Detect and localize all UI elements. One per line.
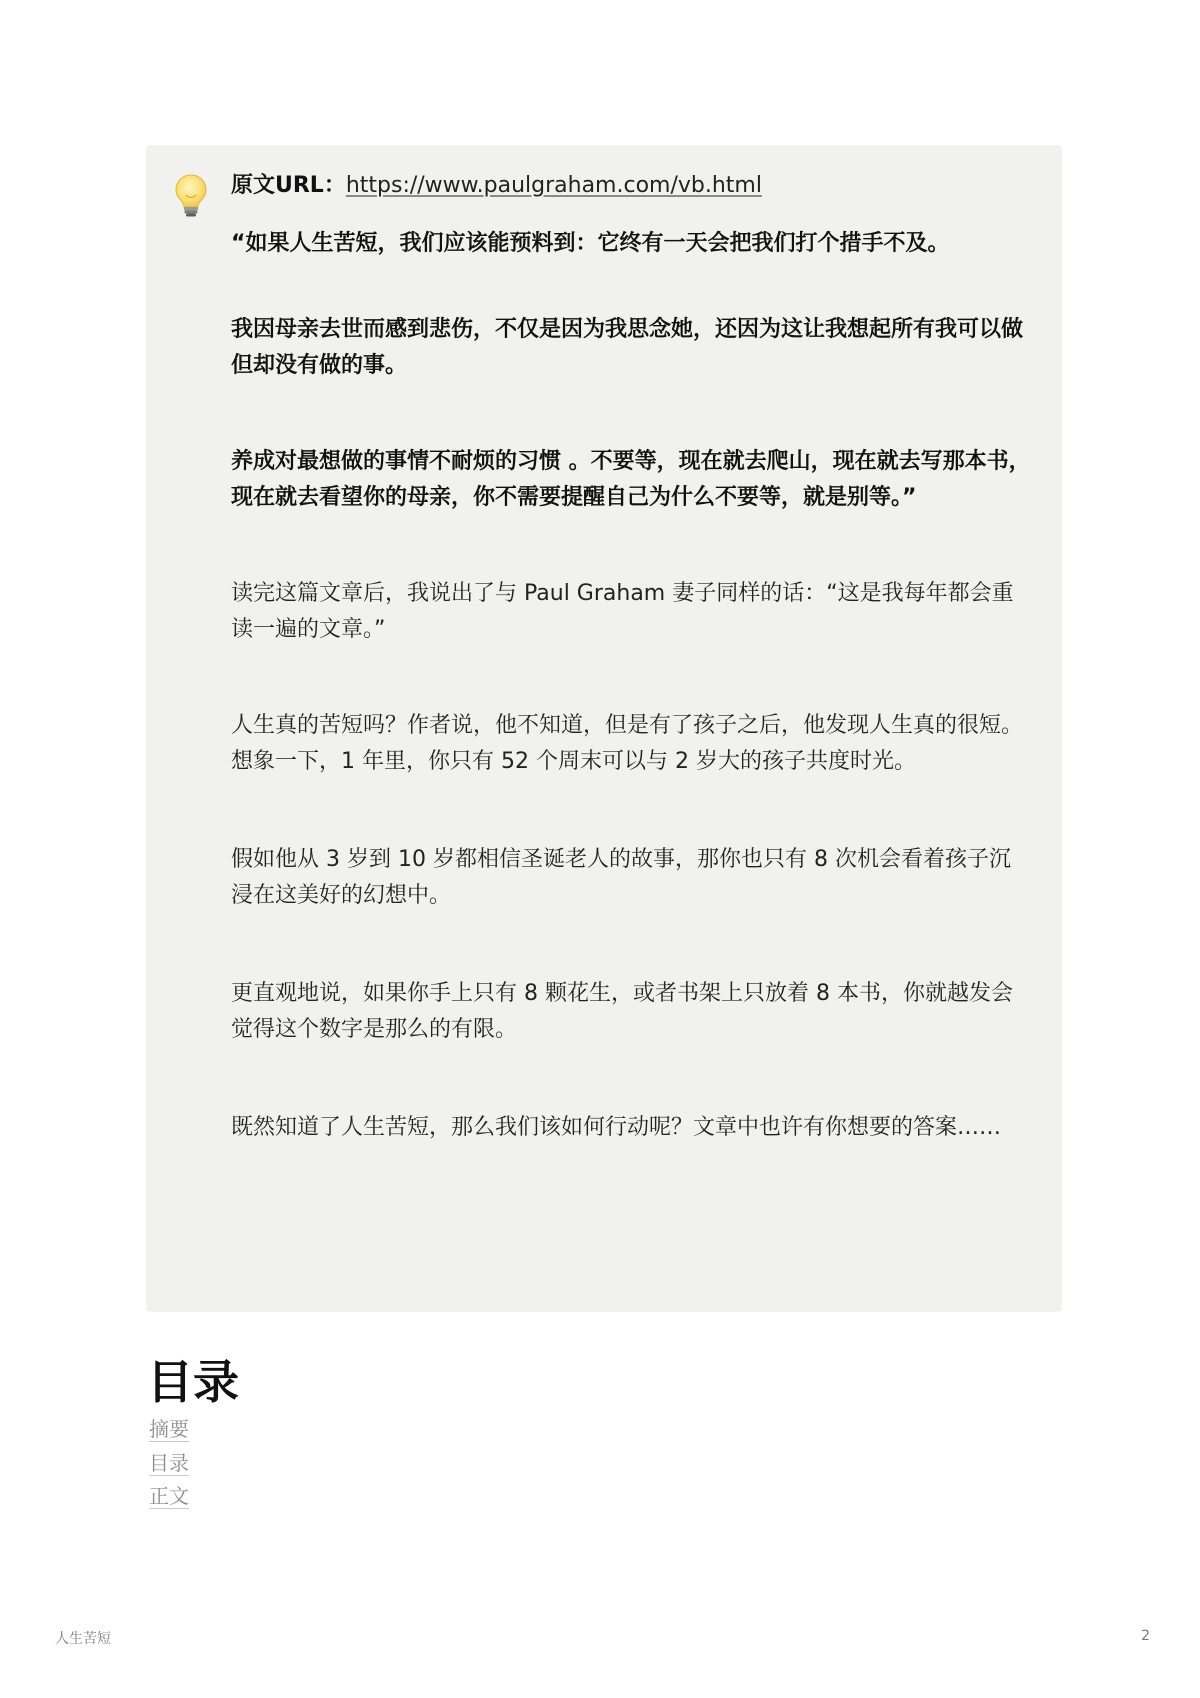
source-url-label: 原文URL： (231, 173, 346, 198)
footer-page-number: 2 (1141, 1628, 1150, 1644)
body-paragraph-3: 假如他从 3 岁到 10 岁都相信圣诞老人的故事，那你也只有 8 次机会看着孩子沉浸在这美好的幻想中。 (231, 847, 1011, 908)
toc-item-summary[interactable] (149, 1413, 189, 1447)
body-paragraph-1: 读完这篇文章后，我说出了与 Paul Graham 妻子同样的话：“这是我每年都会重读一遍的文章。” (231, 581, 1014, 642)
toc-item-body[interactable] (149, 1480, 189, 1514)
source-url-link[interactable]: https://www.paulgraham.com/vb.html (345, 173, 762, 198)
toc-link[interactable]: 摘要 (149, 1417, 189, 1441)
quote-paragraph-3: 养成对最想做的事情不耐烦的习惯 。不要等，现在就去爬山，现在就去写那本书，现在就去看望你的母亲，你不需要提醒自己为什么不要等，就是别等。” (231, 449, 1031, 510)
footer-doc-title: 人生苦短 (55, 1631, 111, 1647)
toc-heading: 目录 (147, 1355, 239, 1409)
body-paragraph-5: 既然知道了人生苦短，那么我们该如何行动呢？文章中也许有你想要的答案…… (231, 1115, 1002, 1140)
toc-link[interactable]: 目录 (149, 1450, 189, 1475)
toc-list (149, 1413, 189, 1514)
toc-link[interactable]: 正文 (149, 1484, 189, 1508)
quote-paragraph-2: 我因母亲去世而感到悲伤，不仅是因为我思念她，还因为这让我想起所有我可以做但却没有做的事。 (231, 317, 1024, 378)
toc-item-contents[interactable] (149, 1447, 189, 1481)
body-paragraph-2: 人生真的苦短吗？作者说，他不知道，但是有了孩子之后，他发现人生真的很短。想象一下，1 年里，你只有 52 个周末可以与 2 岁大的孩子共度时光。 (231, 713, 1024, 774)
quote-paragraph-1: “如果人生苦短，我们应该能预料到：它终有一天会把我们打个措手不及。 (231, 231, 950, 256)
summary-callout (146, 145, 1062, 1312)
source-url-line (231, 168, 1031, 204)
lightbulb-icon (174, 173, 208, 219)
callout-content (231, 168, 1031, 1146)
body-paragraph-4: 更直观地说，如果你手上只有 8 颗花生，或者书架上只放着 8 本书，你就越发会觉得这个数字是那么的有限。 (231, 981, 1013, 1042)
